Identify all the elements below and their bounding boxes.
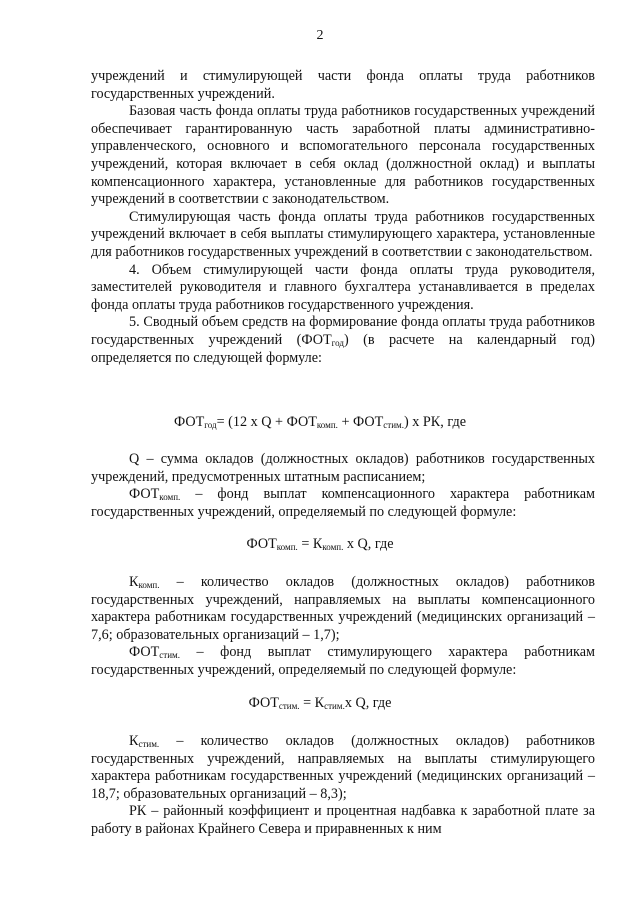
paragraph: РК – районный коэффициент и процентная надбавка к заработной плате за работу в районах Крайнего Севера и приравненных к ним [91, 803, 595, 837]
formula-fot-stim: $ФОТ_{стим.} = К_{стим.}x$ Q, где [248, 695, 392, 711]
page-number: 2 [316, 28, 324, 43]
paragraph: учреждений и стимулирующей части фонда оплаты труда работников государственных учреждений. [91, 68, 595, 102]
text-block-1 [91, 68, 595, 367]
paragraph: Базовая часть фонда оплаты труда работников государственных учреждений обеспечивает гарантированную часть заработной платы административно-управленческого, основного и вспомогательного персонала государственных учреждений, которая включает в себя оклад (должностной оклад) и выплаты компенсационного характера, установленные для работников государственных учреждений в соответствии с законодательством. [91, 103, 595, 208]
paragraph: $ФОТ_{комп.}$ – фонд выплат компенсационного характера работникам государственных учреждений, определяемый по следующей формуле: [91, 486, 595, 520]
paragraph: $К_{комп.}$ – количество окладов (должностных окладов) работников государственных учреждений, направляемых на выплаты компенсационного характера работникам государственных учреждений (медицинских организаций – 7,6; образовательных организаций – 1,7); [91, 574, 595, 643]
text-block-4 [91, 733, 595, 839]
paragraph: $К_{стим.}$ – количество окладов (должностных окладов) работников государственных учреждений, направляемых на выплаты стимулирующего характера работникам государственных учреждений (медицинских организаций – 18,7; образовательных организаций – 8,3); [91, 733, 595, 802]
formula-fot-comp: $ФОТ_{комп.} = К_{комп.}$ x Q, где [246, 536, 394, 552]
paragraph: $ФОТ_{стим.}$ – фонд выплат стимулирующего характера работникам государственных учреждений, определяемый по следующей формуле: [91, 644, 595, 678]
paragraph: 5. Сводный объем средств на формирование фонда оплаты труда работников государственных учреждений $(ФОТ_{год})$ (в расчете на календарный год) определяется по следующей формуле: [91, 314, 595, 366]
text-block-3 [91, 574, 595, 680]
text-block-2 [91, 451, 595, 521]
paragraph: Стимулирующая часть фонда оплаты труда работников государственных учреждений включает в себя выплаты стимулирующего характера, установленные для работников государственных учреждений в соответствии с законодательством. [91, 208, 595, 260]
formula-fot-year: $ФОТ_{год}= (12$ x $Q + ФОТ_{комп.} + ФОТ_{стим.}$) x РК, где [174, 414, 466, 430]
paragraph: Q – сумма окладов (должностных окладов) работников государственных учреждений, предусмотренных штатным расписанием; [91, 451, 595, 485]
paragraph: 4. Объем стимулирующей части фонда оплаты труда руководителя, заместителей руководителя и главного бухгалтера устанавливается в пределах фонда оплаты труда работников государственного учреждения. [91, 261, 595, 313]
